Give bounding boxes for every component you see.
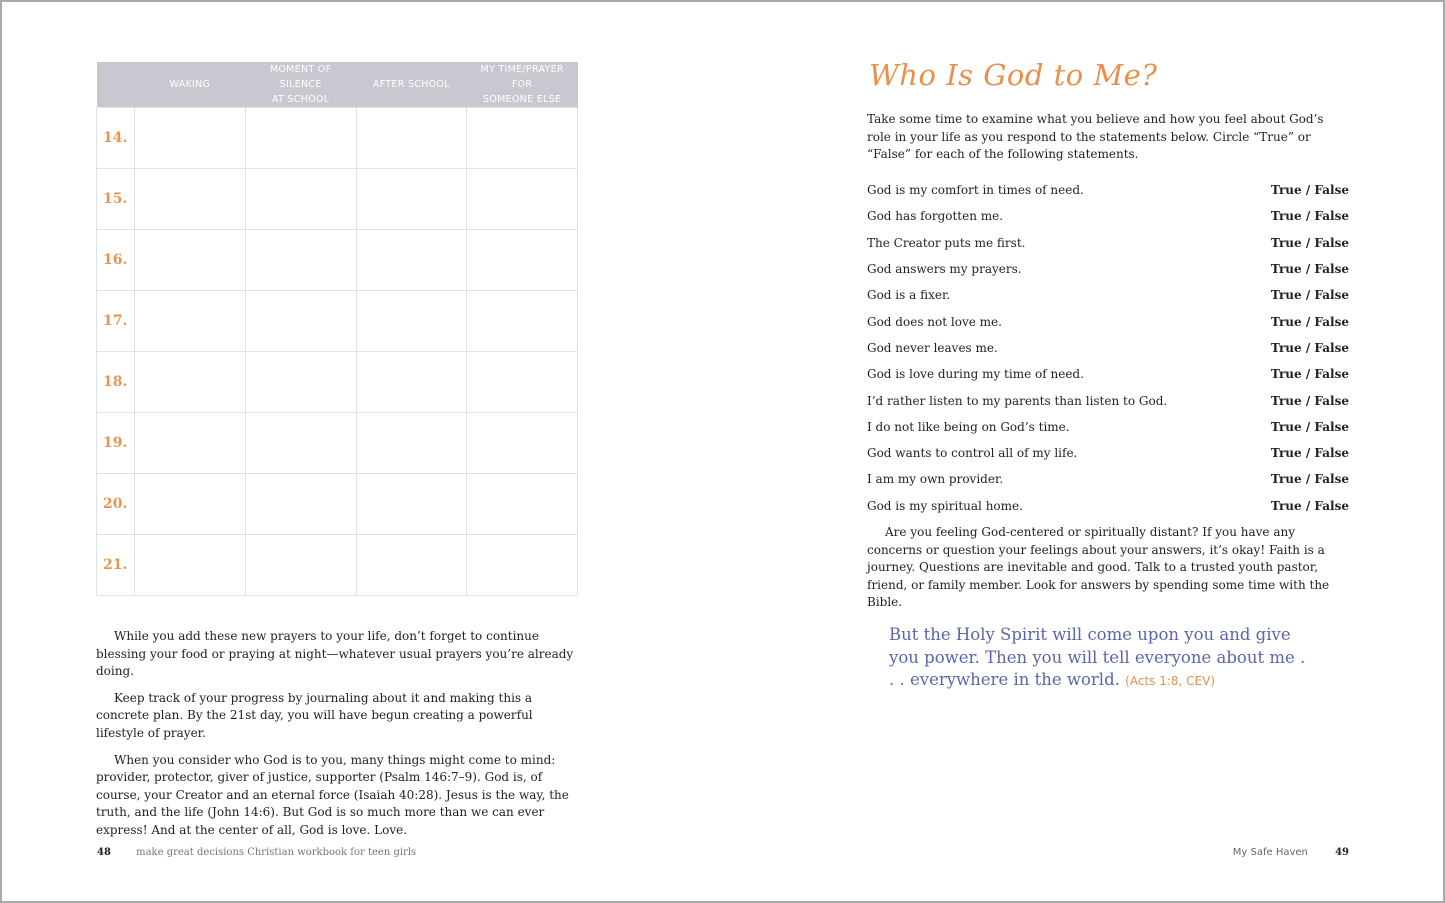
tracker-cell[interactable] [135, 169, 246, 230]
tracker-cell[interactable] [135, 474, 246, 535]
day-number: 17. [97, 291, 135, 352]
true-false-choice[interactable]: True / False [1270, 262, 1349, 277]
day-number: 15. [97, 169, 135, 230]
statement-text: I’d rather listen to my parents than listen to God. [867, 393, 1168, 408]
true-false-choice[interactable]: True / False [1270, 340, 1349, 355]
tracker-cell[interactable] [356, 352, 467, 413]
statement-text: I am my own provider. [867, 472, 1004, 487]
tracker-cell[interactable] [245, 108, 356, 169]
tracker-cell[interactable] [135, 291, 246, 352]
paragraph: Keep track of your progress by journaling about it and making this a concrete plan. By the 21st day, you will have begun creating a powerful lifestyle of prayer. [96, 690, 533, 740]
column-header: MY TIME/PRAYER FOR SOMEONE ELSE [467, 62, 578, 108]
statement-row [867, 256, 1349, 282]
tracker-cell[interactable] [467, 535, 578, 596]
true-false-choice[interactable]: True / False [1270, 235, 1349, 250]
statement-row [867, 230, 1349, 256]
table-row [97, 230, 578, 291]
tracker-cell[interactable] [356, 169, 467, 230]
statement-row [867, 387, 1349, 413]
true-false-choice[interactable]: True / False [1270, 183, 1349, 198]
tracker-cell[interactable] [467, 474, 578, 535]
table-row [97, 413, 578, 474]
table-row [97, 352, 578, 413]
closing-paragraph: Are you feeling God-centered or spiritually distant? If you have any concerns or question your feelings about your answers, it’s okay! Faith is a journey. Questions are inevitable and good. Talk to a trusted youth pastor, friend, or family member. Look for answers by spending some time with the Bible. [867, 525, 1330, 610]
tracker-cell[interactable] [245, 291, 356, 352]
statement-row [867, 361, 1349, 387]
tracker-cell[interactable] [356, 474, 467, 535]
page-number: 49 [1335, 847, 1349, 858]
statement-text: God never leaves me. [867, 340, 998, 355]
column-header [97, 62, 135, 108]
page-number: 48 [97, 847, 111, 858]
prayer-tracker-table [96, 62, 578, 596]
quote-text: But the Holy Spirit will come upon you and give you power. Then you will tell everyone about me . . . everywhere in the world. [889, 625, 1306, 689]
true-false-choice[interactable]: True / False [1270, 209, 1349, 224]
left-footer [97, 847, 416, 858]
tracker-cell[interactable] [356, 413, 467, 474]
tracker-cell[interactable] [467, 291, 578, 352]
tracker-cell[interactable] [467, 413, 578, 474]
day-number: 21. [97, 535, 135, 596]
right-footer [1233, 847, 1349, 858]
statement-text: God has forgotten me. [867, 209, 1004, 224]
true-false-list [867, 177, 1349, 519]
statement-row [867, 414, 1349, 440]
statement-row [867, 493, 1349, 519]
statement-text: God is my comfort in times of need. [867, 183, 1084, 198]
table-row [97, 291, 578, 352]
tracker-cell[interactable] [245, 352, 356, 413]
table-header-row [97, 62, 578, 108]
page-title: Who Is God to Me? [869, 58, 1158, 92]
statement-row [867, 308, 1349, 334]
statement-text: God is a fixer. [867, 288, 951, 303]
day-number: 16. [97, 230, 135, 291]
tracker-cell[interactable] [135, 352, 246, 413]
day-number: 18. [97, 352, 135, 413]
tracker-cell[interactable] [245, 535, 356, 596]
statement-text: The Creator puts me first. [867, 235, 1026, 250]
statement-row [867, 335, 1349, 361]
statement-text: God is love during my time of need. [867, 367, 1084, 382]
day-number: 19. [97, 413, 135, 474]
statement-row [867, 282, 1349, 308]
tracker-cell[interactable] [245, 413, 356, 474]
tracker-cell[interactable] [135, 108, 246, 169]
statement-row [867, 466, 1349, 492]
column-header: AFTER SCHOOL [356, 62, 467, 108]
statement-text: God wants to control all of my life. [867, 446, 1078, 461]
tracker-cell[interactable] [467, 169, 578, 230]
true-false-choice[interactable]: True / False [1270, 498, 1349, 513]
tracker-cell[interactable] [467, 230, 578, 291]
true-false-choice[interactable]: True / False [1270, 419, 1349, 434]
tracker-cell[interactable] [245, 474, 356, 535]
tracker-cell[interactable] [245, 230, 356, 291]
scripture-quote [889, 624, 1309, 693]
true-false-choice[interactable]: True / False [1270, 446, 1349, 461]
true-false-choice[interactable]: True / False [1270, 472, 1349, 487]
true-false-choice[interactable]: True / False [1270, 314, 1349, 329]
table-row [97, 474, 578, 535]
tracker-cell[interactable] [135, 413, 246, 474]
paragraph: When you consider who God is to you, many things might come to mind: provider, protector, giver of justice, supporter (Psalm 146:7–9). God is, of course, your Creator and an eternal force (Isaiah 40:28). Jesus is the way, the truth, and the life (John 14:6). But God is so much more than we can ever express! And at the center of all, God is love. Love. [96, 752, 569, 837]
true-false-choice[interactable]: True / False [1270, 393, 1349, 408]
statement-text: God answers my prayers. [867, 262, 1022, 277]
left-body-text [96, 628, 576, 849]
statement-row [867, 203, 1349, 229]
day-number: 14. [97, 108, 135, 169]
statement-text: God does not love me. [867, 314, 1002, 329]
tracker-cell[interactable] [245, 169, 356, 230]
tracker-cell[interactable] [135, 535, 246, 596]
tracker-cell[interactable] [467, 352, 578, 413]
table-row [97, 535, 578, 596]
true-false-choice[interactable]: True / False [1270, 288, 1349, 303]
tracker-cell[interactable] [356, 230, 467, 291]
section-name: My Safe Haven [1232, 847, 1308, 858]
quote-reference: (Acts 1:8, CEV) [1125, 674, 1215, 688]
tracker-cell[interactable] [356, 108, 467, 169]
tracker-cell[interactable] [356, 535, 467, 596]
column-header: WAKING [135, 62, 246, 108]
intro-text: Take some time to examine what you believe and how you feel about God’s role in your life as you respond to the statements below. Circle “True” or “False” for each of the following statements. [867, 112, 1324, 162]
statement-text: I do not like being on God’s time. [867, 419, 1070, 434]
true-false-choice[interactable]: True / False [1270, 367, 1349, 382]
tracker-cell[interactable] [135, 230, 246, 291]
table-row [97, 108, 578, 169]
tracker-cell[interactable] [467, 108, 578, 169]
column-header: MOMENT OF SILENCE AT SCHOOL [245, 62, 356, 108]
statement-row [867, 440, 1349, 466]
book-title: make great decisions Christian workbook for teen girls [136, 847, 417, 858]
paragraph: While you add these new prayers to your life, don’t forget to continue blessing your food or praying at night—whatever usual prayers you’re already doing. [96, 629, 574, 679]
tracker-cell[interactable] [356, 291, 467, 352]
statement-text: God is my spiritual home. [867, 498, 1023, 513]
table-row [97, 169, 578, 230]
day-number: 20. [97, 474, 135, 535]
statement-row [867, 177, 1349, 203]
